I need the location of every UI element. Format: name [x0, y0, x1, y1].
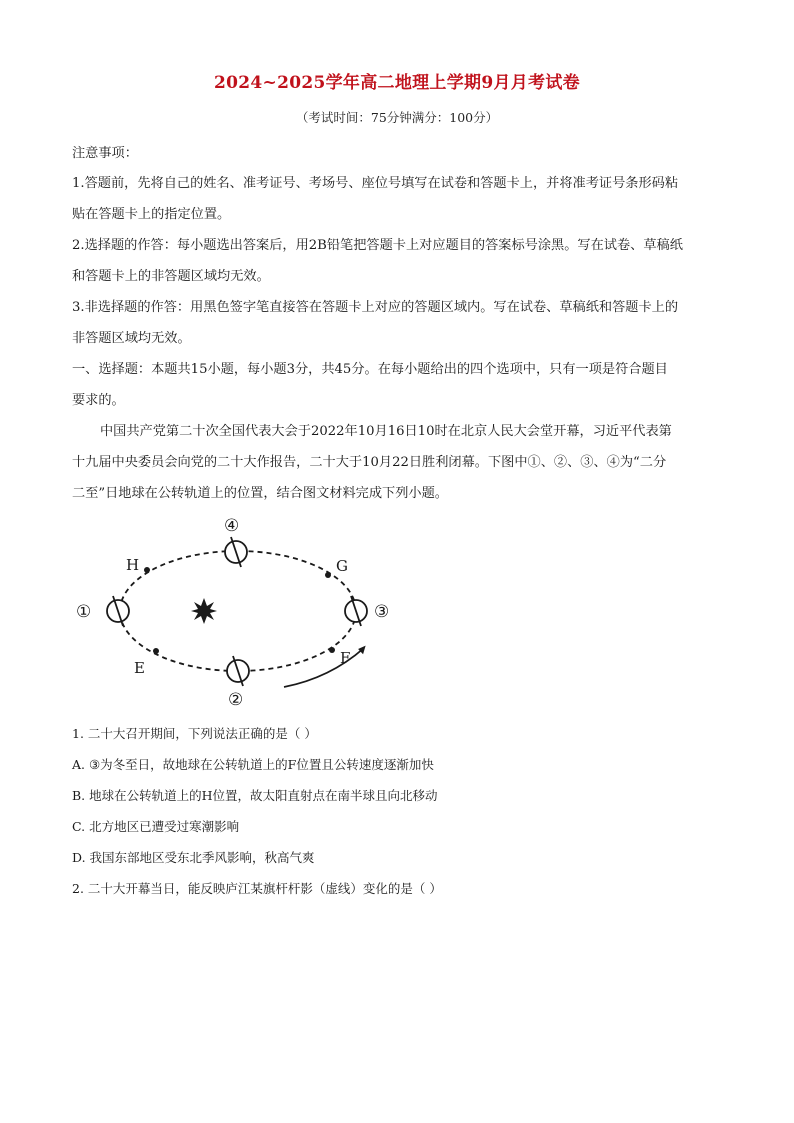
earth-position-3-icon [345, 596, 367, 626]
revolution-direction-arrow-icon [284, 646, 367, 687]
passage-line-2: 十九届中央委员会向党的二十大作报告，二十大于10月22日胜利闭幕。下图中①、②、③、④为“二分 [72, 455, 667, 470]
notice-item-2-line-1: 2.选择题的作答：每小题选出答案后，用2B铅笔把答题卡上对应题目的答案标号涂黑。写在试卷、草稿纸 [72, 238, 683, 253]
point-g-label: G [336, 557, 348, 575]
exam-duration: （考试时间：75分钟满分：100分） [295, 110, 499, 125]
point-h-label: H [126, 556, 140, 574]
notice-item-1-line-2: 贴在答题卡上的指定位置。 [72, 207, 231, 222]
earth-position-2-icon [227, 656, 249, 686]
point-e-marker [153, 648, 159, 654]
position-1-label: ① [76, 602, 92, 622]
point-f-marker [329, 647, 335, 653]
position-3-label: ③ [374, 602, 390, 622]
notice-item-2-line-2: 和答题卡上的非答题区域均无效。 [72, 269, 270, 284]
position-2-label: ② [228, 690, 244, 708]
section-instructions-line-2: 要求的。 [72, 393, 125, 408]
earth-position-1-icon [107, 596, 129, 626]
notice-item-3-line-1: 3.非选择题的作答：用黑色签字笔直接答在答题卡上对应的答题区域内。写在试卷、草稿纸和答题卡上的 [72, 300, 679, 315]
passage-line-3: 二至”日地球在公转轨道上的位置，结合图文材料完成下列小题。 [72, 486, 448, 501]
question-2-stem: 2. 二十大开幕当日，能反映庐江某旗杆杆影（虚线）变化的是（ ） [72, 881, 442, 896]
section-instructions-line-1: 一、选择题：本题共15小题，每小题3分，共45分。在每小题给出的四个选项中，只有一项是符合题目 [72, 362, 668, 377]
earth-orbit-diagram [60, 508, 420, 708]
question-1-option-a: A. ③为冬至日，故地球在公转轨道上的F位置且公转速度逐渐加快 [72, 757, 434, 772]
position-4-label: ④ [224, 516, 240, 536]
notice-item-1-line-1: 1.答题前，先将自己的姓名、准考证号、考场号、座位号填写在试卷和答题卡上，并将准考证号条形码粘 [72, 176, 679, 191]
earth-position-4-icon [225, 537, 247, 567]
point-g-marker [325, 572, 331, 578]
notice-item-3-line-2: 非答题区域均无效。 [72, 331, 191, 346]
sun-icon [191, 598, 217, 624]
point-h-marker [144, 567, 150, 573]
point-e-label: E [134, 659, 145, 677]
question-1-option-d: D. 我国东部地区受东北季风影响，秋高气爽 [72, 850, 315, 865]
notice-heading: 注意事项： [72, 146, 138, 161]
question-1-option-c: C. 北方地区已遭受过寒潮影响 [72, 819, 240, 834]
question-1-stem: 1. 二十大召开期间，下列说法正确的是（ ） [72, 726, 317, 741]
passage-line-1: 中国共产党第二十次全国代表大会于2022年10月16日10时在北京人民大会堂开幕，习近平代表第 [100, 424, 672, 439]
question-1-option-b: B. 地球在公转轨道上的H位置，故太阳直射点在南半球且向北移动 [72, 788, 438, 803]
exam-title: 2024~2025学年高二地理上学期9月月考试卷 [214, 73, 580, 93]
point-f-label: F [340, 649, 351, 667]
